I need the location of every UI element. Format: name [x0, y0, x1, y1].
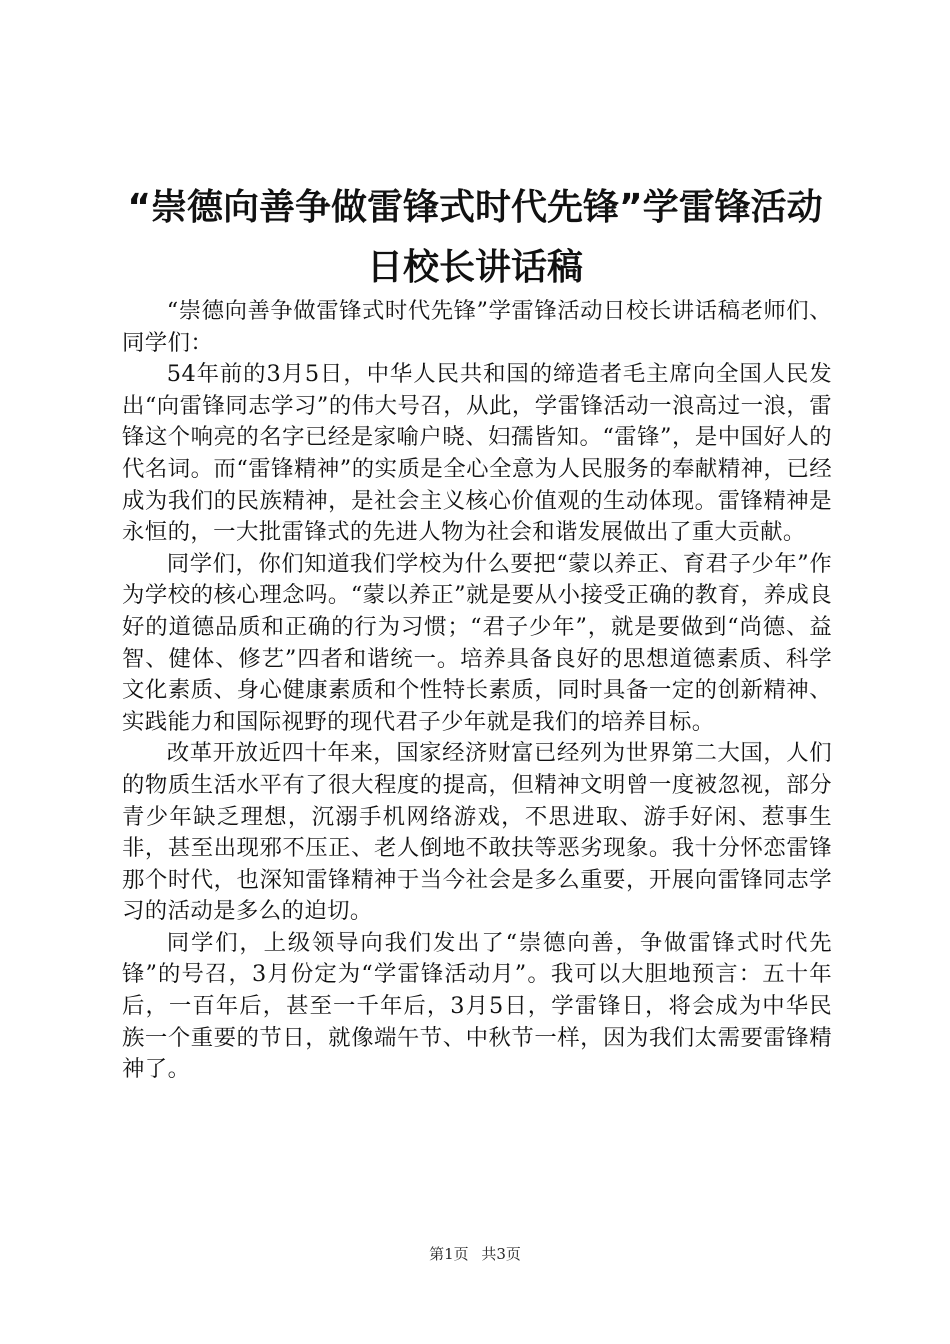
document-title-line-1: “崇德向善争做雷锋式时代先锋”学雷锋活动	[127, 187, 823, 228]
paragraph-4: 改革开放近四十年来，国家经济财富已经列为世界第二大国，人们的物质生活水平有了很大程度的提高，但精神文明曾一度被忽视，部分青少年缺乏理想，沉溺手机网络游戏，不思进取、游手好闲、惹事生非，甚至出现邪不压正、老人倒地不敢扶等恶劣现象。我十分怀恋雷锋那个时代，也深知雷锋精神于当今社会是多么重要，开展向雷锋同志学习的活动是多么的迫切。	[122, 740, 832, 925]
paragraph-1: “崇德向善争做雷锋式时代先锋”学雷锋活动日校长讲话稿老师们、同学们：	[122, 298, 832, 356]
paragraph-2: 54年前的3月5日，中华人民共和国的缔造者毛主席向全国人民发出“向雷锋同志学习”的伟大号召，从此，学雷锋活动一浪高过一浪，雷锋这个响亮的名字已经是家喻户晓、妇孺皆知。“雷锋”，是中国好人的代名词。而“雷锋精神”的实质是全心全意为人民服务的奉献精神，已经成为我们的民族精神，是社会主义核心价值观的生动体现。雷锋精神是永恒的，一大批雷锋式的先进人物为社会和谐发展做出了重大贡献。	[122, 361, 832, 546]
document-body	[122, 296, 832, 1086]
page-total: 共3页	[481, 1245, 521, 1263]
page-number: 第1页	[429, 1245, 469, 1263]
paragraph-5: 同学们，上级领导向我们发出了“崇德向善，争做雷锋式时代先锋”的号召，3月份定为“学雷锋活动月”。我可以大胆地预言：五十年后，一百年后，甚至一千年后，3月5日，学雷锋日，将会成为中华民族一个重要的节日，就像端午节、中秋节一样，因为我们太需要雷锋精神了。	[122, 929, 832, 1083]
document-title-line-2: 日校长讲话稿	[366, 247, 583, 288]
paragraph-3: 同学们，你们知道我们学校为什么要把“蒙以养正、育君子少年”作为学校的核心理念吗。“蒙以养正”就是要从小接受正确的教育，养成良好的道德品质和正确的行为习惯；“君子少年”，就是要做到“尚德、益智、健体、修艺”四者和谐统一。培养具备良好的思想道德素质、科学文化素质、身心健康素质和个性特长素质，同时具备一定的创新精神、实践能力和国际视野的现代君子少年就是我们的培养目标。	[122, 550, 832, 735]
page-footer	[0, 1244, 950, 1264]
